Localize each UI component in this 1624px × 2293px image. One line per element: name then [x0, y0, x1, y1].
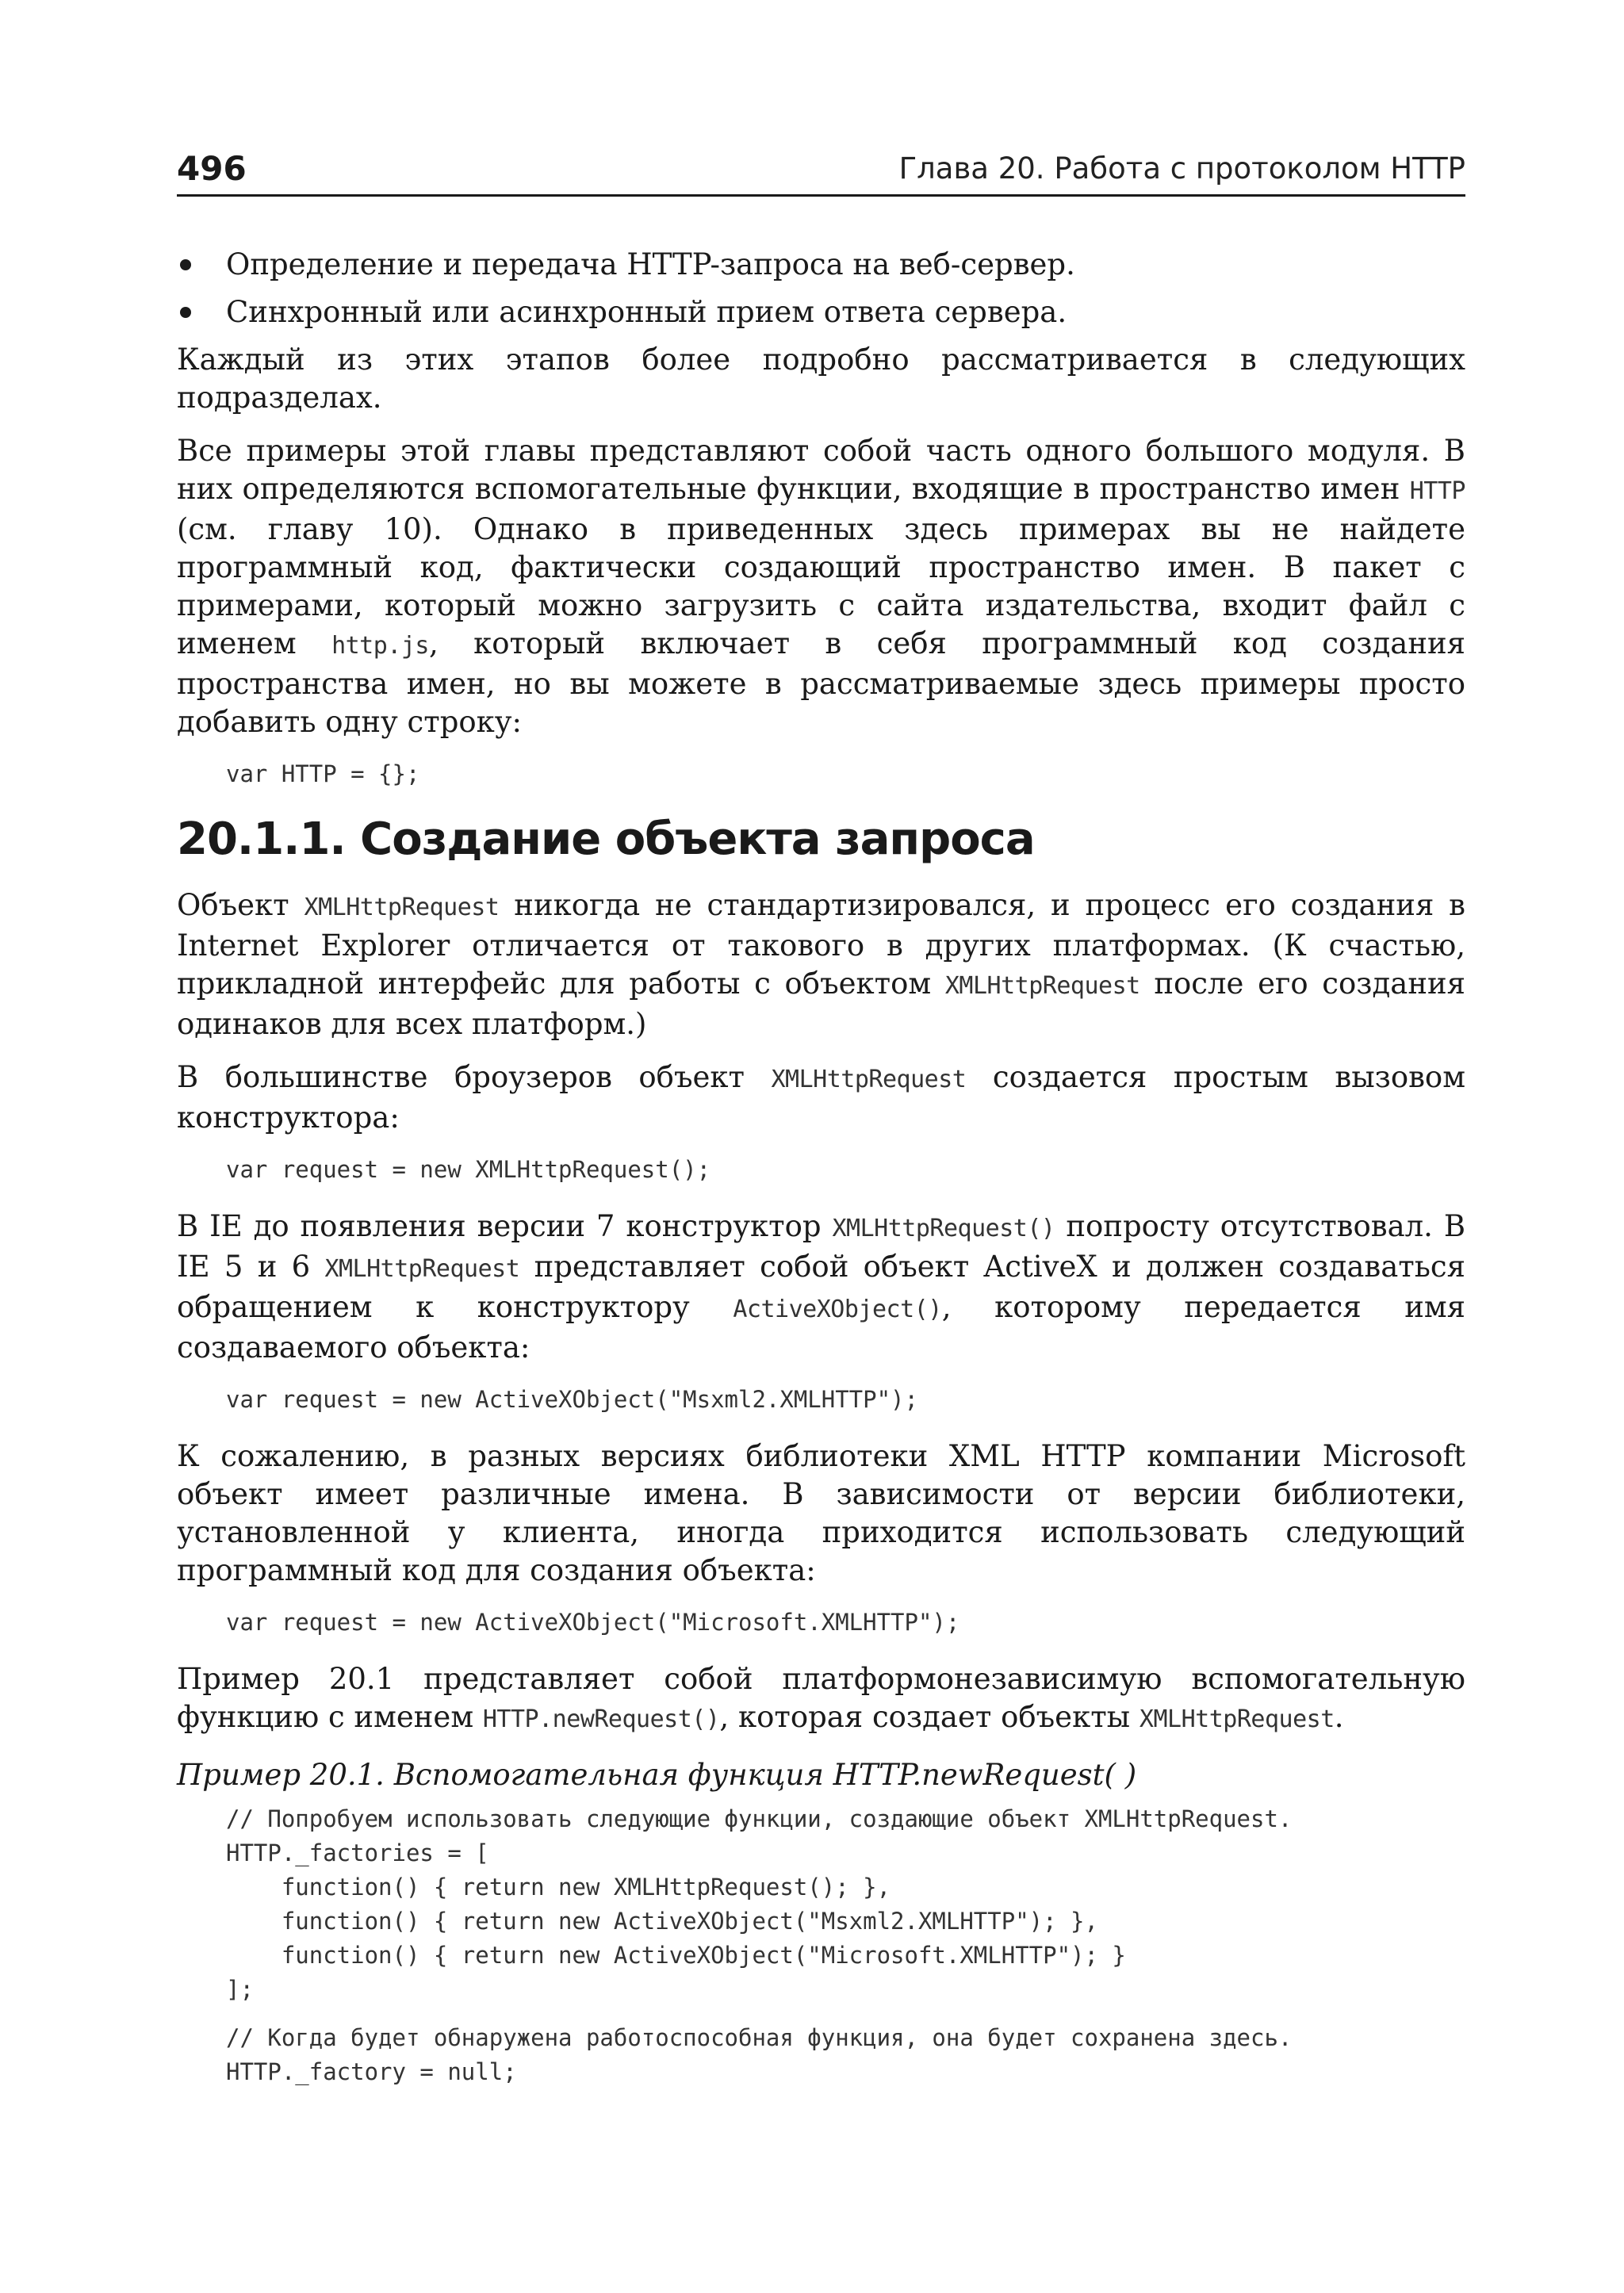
inline-code: XMLHttpRequest — [324, 1255, 520, 1283]
text-run: после его создания одинаков для всех платформ.) — [177, 967, 1465, 1041]
text-run: Все примеры этой главы представляют собой часть одного большого модуля. В них определяются вспомогательные функции, входящие в пространство имен — [177, 434, 1465, 506]
text-run: никогда не стандартизировался, и процесс его создания в Internet Explorer отличается от такового в других платформах. (К счастью, прикладной интерфейс для работы с объектом — [177, 888, 1466, 1001]
paragraph: Каждый из этих этапов более подробно рассматривается в следующих подразделах. — [177, 343, 1465, 415]
inline-code: HTTP.newRequest() — [482, 1705, 720, 1733]
paragraph — [177, 432, 1465, 741]
page-number: 496 — [177, 149, 247, 188]
paragraph — [177, 886, 1465, 1043]
bullet-item: Синхронный или асинхронный прием ответа сервера. — [177, 293, 1465, 331]
example-caption: Пример 20.1. Вспомогательная функция HTTP.newRequest( ) — [177, 1758, 1137, 1792]
text-run: попросту отсутствовал. В IE 5 и 6 — [177, 1209, 1466, 1284]
paragraph — [177, 1660, 1465, 1739]
book-page — [177, 0, 1465, 2293]
code-block: var request = new ActiveXObject("Msxml2.XMLHTTP"); — [226, 1386, 918, 1413]
code-listing: // Когда будет обнаружена работоспособная функция, она будет сохранена здесь. HTTP._factory = null; — [226, 2024, 1293, 2085]
paragraph: К сожалению, в разных версиях библиотеки XML HTTP компании Microsoft объект имеет различные имена. В зависимости от версии библиотеки, установленной у клиента, иногда приходится использовать следующий программный код для создания объекта: — [177, 1439, 1465, 1587]
inline-code: http.js — [331, 632, 429, 660]
inline-code: XMLHttpRequest — [1139, 1705, 1335, 1733]
chapter-title: Глава 20. Работа с протоколом HTTP — [898, 151, 1465, 186]
code-block: var request = new XMLHttpRequest(); — [226, 1156, 711, 1183]
text-run: Пример 20.1 представляет собой платформонезависимую вспомогательную функцию с именем — [177, 1662, 1465, 1734]
paragraph — [177, 1208, 1465, 1367]
inline-code: ActiveXObject() — [733, 1296, 942, 1323]
text-run: , которому передается имя создаваемого объекта: — [177, 1290, 1465, 1365]
running-head — [177, 147, 1465, 197]
paragraph — [177, 1058, 1465, 1137]
text-run: В IE до появления версии 7 конструктор — [177, 1209, 833, 1243]
code-block: var request = new ActiveXObject("Microsoft.XMLHTTP"); — [226, 1609, 960, 1636]
inline-code: HTTP — [1409, 477, 1465, 505]
text-run: . — [1334, 1700, 1344, 1734]
section-heading: 20.1.1. Создание объекта запроса — [177, 813, 1035, 865]
body-text — [177, 246, 1465, 2104]
inline-code: XMLHttpRequest — [771, 1066, 967, 1093]
text-run: (см. главу 10). Однако в приведенных здесь примерах вы не найдете программный код, фактически создающий пространство имен. В пакет с примерами, который можно загрузить с сайта издательства, входит файл с именем — [177, 512, 1465, 660]
text-run: , который включает в себя программный код создания пространства имен, но вы можете в рассматриваемые здесь примеры просто добавить одну строку: — [177, 626, 1465, 739]
bullet-item: Определение и передача HTTP-запроса на веб-сервер. — [177, 246, 1465, 284]
inline-code: XMLHttpRequest() — [832, 1215, 1055, 1242]
text-run: В большинстве броузеров объект — [177, 1060, 772, 1094]
text-run: , которая создает объекты — [719, 1700, 1139, 1734]
code-listing: // Попробуем использовать следующие функции, создающие объект XMLHttpRequest. HTTP._factories = [ function() { return new XMLHttpRequest(); }, function() { return new ActiveXObject("Msxml2.XMLHTTP"); }, function() { return new ActiveXObject("Microsoft.XMLHTTP"); } ]; — [226, 1805, 1293, 2003]
bullet-list — [177, 246, 1465, 331]
inline-code: XMLHttpRequest — [944, 972, 1140, 1000]
text-run: создается простым вызовом конструктора: — [177, 1060, 1465, 1135]
code-block: var HTTP = {}; — [226, 760, 420, 787]
inline-code: XMLHttpRequest — [304, 894, 500, 921]
text-run: Объект — [177, 888, 304, 922]
text-run: представляет собой объект ActiveX и должен создаваться обращением к конструктору — [177, 1250, 1465, 1324]
